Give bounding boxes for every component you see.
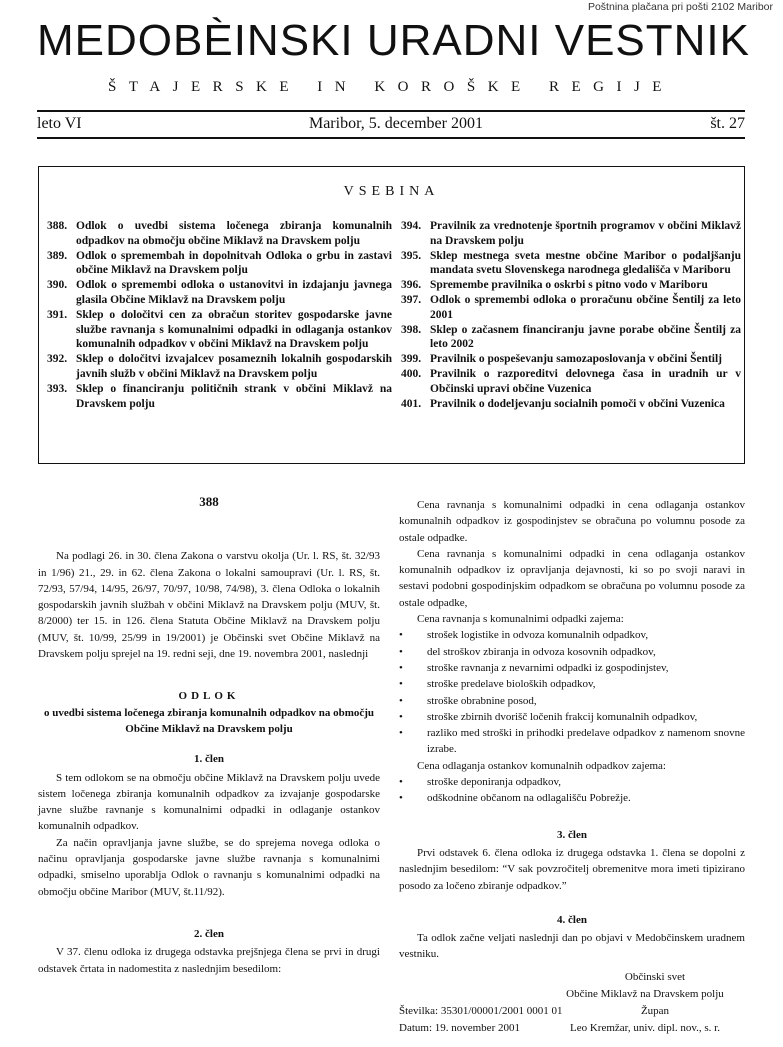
issue-number: št. 27	[710, 115, 745, 132]
bottom-rule	[37, 137, 745, 139]
toc-item-number: 396.	[401, 279, 422, 292]
toc-item-number: 399.	[401, 353, 422, 366]
toc-item[interactable]	[401, 219, 741, 249]
toc-item[interactable]	[401, 367, 741, 397]
toc-item-text: Sklep o določitvi izvajalcev posameznih lokalnih gospodarskih javnih služb v občini Miklavž na Dravskem polju	[76, 353, 392, 380]
top-rule	[37, 110, 745, 112]
toc-item[interactable]	[401, 352, 741, 367]
list-item: • stroške obrabnine posod,	[399, 693, 745, 709]
paragraph: Cena ravnanja s komunalnimi odpadki in cena odlaganja ostankov komunalnih odpadkov iz opravljanja dejavnosti, ki so po svoji naravi in sestavi podobni gospodinjskim odpadkom se obračuna po volumnu posode za ostale odpadke,	[399, 547, 745, 609]
issue-year: leto VI	[37, 115, 82, 132]
signature-name: Leo Kremžar, univ. dipl. nov., s. r.	[570, 1021, 720, 1034]
toc-item-text: Odlok o uvedbi sistema ločenega zbiranja komunalnih odpadkov na območju občine Miklavž na Dravskem polju	[76, 220, 392, 247]
cost-list	[399, 627, 745, 757]
toc-item-text: Sklep mestnega sveta mestne občine Maribor o podaljšanju mandata svetu Slovenskega narodnega gledališča v Mariboru	[430, 249, 741, 277]
clen-2-paragraph: V 37. členu odloka iz drugega odstavka prejšnjega člena se prvi in drugi odstavek črtata in nadomestita z naslednjim besedilom:	[38, 946, 380, 975]
table-of-contents	[38, 166, 745, 464]
toc-item[interactable]	[47, 308, 392, 352]
article-number: 388	[199, 494, 219, 509]
paragraph: Cena ravnanja s komunalnimi odpadki zajema:	[417, 613, 624, 626]
toc-item-text: Odlok o spremembah in dopolnitvah Odloka o grbu in zastavi občine Miklavž na Dravskem polju	[76, 249, 392, 277]
list-item: • strošek logistike in odvoza komunalnih odpadkov,	[399, 627, 745, 643]
toc-item[interactable]	[401, 293, 741, 323]
toc-item[interactable]	[47, 249, 392, 279]
odlok-subtitle: o uvedbi sistema ločenega zbiranja komunalnih odpadkov na območju Občine Miklavž na Dravskem polju	[43, 706, 375, 735]
paragraph: Cena odlaganja ostankov komunalnih odpadkov zajema:	[417, 759, 666, 772]
toc-item-text: Sklep o financiranju političnih strank v občini Miklavž na Dravskem polju	[76, 382, 392, 410]
toc-item-number: 400.	[401, 367, 422, 380]
clen-3-paragraph: Prvi odstavek 6. člena odloka iz drugega odstavka 1. člena se dopolni z naslednjim besedilom: “V sak povzročitelj obremenitve mora imeti tipizirano posodo za ločeno zbiranje odpadkov.”	[399, 846, 745, 892]
toc-title: VSEBINA	[343, 184, 440, 199]
toc-item-number: 391.	[47, 308, 68, 321]
signature-role: Župan	[640, 1004, 670, 1017]
toc-right-column	[401, 219, 741, 411]
clen-1-paragraph: S tem odlokom se na območju občine Miklavž na Dravskem polju uvede sistem ločenega zbiranja komunalnih odpadkov za izvajanje gospodarske javne službe ravnanje s komunalnimi odpadki in odlaganje ostankov komunalnih odpadkov.	[38, 771, 380, 833]
toc-item[interactable]	[47, 278, 392, 308]
postage-note: Poštnina plačana pri pošti 2102 Maribor	[587, 1, 773, 13]
toc-item[interactable]	[401, 249, 741, 279]
clen-3-title: 3. člen	[557, 828, 587, 841]
toc-item-number: 393.	[47, 382, 68, 395]
paragraph: Cena ravnanja s komunalnimi odpadki in cena odlaganja ostankov komunalnih odpadkov iz gospodinjstev se obračuna po volumnu posode za ostale odpadke.	[399, 499, 745, 544]
article-left-column	[38, 494, 380, 977]
toc-item-text: Pravilnik za vrednotenje športnih programov v občini Miklavž na Dravskem polju	[430, 220, 741, 247]
odlok-title: ODLOK	[178, 690, 240, 703]
signature-block	[399, 969, 745, 1039]
signature-body: Občinski svet	[624, 970, 686, 983]
toc-item[interactable]	[401, 323, 741, 353]
toc-item-text: Sklep o začasnem financiranju javne porabe občine Šentilj za leto 2002	[430, 323, 741, 351]
list-item: • del stroškov zbiranja in odvoza kosovnih odpadkov,	[399, 644, 745, 660]
list-item: • stroške predelave bioloških odpadkov,	[399, 676, 745, 692]
toc-item-number: 395.	[401, 249, 422, 262]
toc-item-text: Pravilnik o razporeditvi delovnega časa in uradnih ur v Občinski upravi občine Vuzenica	[430, 367, 741, 395]
toc-item-number: 397.	[401, 293, 422, 306]
list-item: • stroške zbirnih dvorišč ločenih frakcij komunalnih odpadkov,	[399, 709, 745, 725]
toc-item-text: Spremembe pravilnika o oskrbi s pitno vodo v Mariboru	[430, 279, 708, 292]
clen-1-paragraph: Za način opravljanja javne službe, se do sprejema novega odloka o načinu opravljanja gospodarske javne službe ravnanja s komunalnimi odpadki, smiselno uporablja Odlok o ravnanju s komunalnimi odpadki na območju občine Maribor (MUV, št.11/92).	[38, 836, 380, 898]
issue-info	[37, 115, 745, 135]
toc-item-number: 401.	[401, 397, 422, 410]
masthead-title: MEDOBÈINSKI URADNI VESTNIK	[37, 16, 751, 65]
clen-1-title: 1. člen	[194, 753, 224, 766]
clen-4-title: 4. člen	[557, 913, 587, 926]
document-date: Datum: 19. november 2001	[399, 1021, 520, 1034]
toc-item[interactable]	[47, 352, 392, 382]
preamble: Na podlagi 26. in 30. člena Zakona o varstvu okolja (Ur. l. RS, št. 32/93 in 1/96) 21., 29. in 62. člena Zakona o lokalni samoupravi (Ur. l. RS, št. 72/93, 57/94, 14/95, 26/97, 70/97, 10/98, 74/98), 3. člena Odloka o lokalnih gospodarskih javnih službah v občini Miklavž na Dravskem polju (MUV, št. 8/2000) ter 15. in 126. člena Statuta Občine Miklavž na Dravskem polju (MUV, št. 10/99, 25/99 in 19/2001) je Občinski svet Občine Miklavž na Dravskem polju sprejel na 19. redni seji, dne 19. novembra 2001, naslednji	[38, 550, 380, 661]
clen-2-title: 2. člen	[194, 927, 224, 940]
toc-item-text: Odlok o spremembi odloka o proračunu občine Šentilj za leto 2001	[430, 293, 741, 321]
toc-item-text: Odlok o spremembi odloka o ustanovitvi in izdajanju javnega glasila Občine Miklavž na Dravskem polju	[76, 279, 392, 306]
clen-4-paragraph: Ta odlok začne veljati naslednji dan po objavi v Medobčinskem uradnem vestniku.	[399, 932, 745, 961]
toc-item-text: Sklep o določitvi cen za obračun storitev gospodarske javne službe ravnanja s komunalnimi odpadki in odlaganja ostankov komunalnih odpadkov v občini Miklavž na Dravskem polju	[76, 308, 392, 351]
toc-item[interactable]	[401, 397, 741, 412]
toc-item[interactable]	[47, 382, 392, 412]
masthead-subtitle: ŠTAJERSKE IN KOROŠKE REGIJE	[108, 79, 674, 95]
toc-item-number: 398.	[401, 323, 422, 336]
toc-left-column	[47, 219, 392, 411]
toc-item-number: 392.	[47, 353, 68, 366]
list-item: • razliko med stroški in prihodki predelave odpadkov z namenom snovne izrabe.	[399, 725, 745, 758]
toc-item[interactable]	[401, 278, 741, 293]
toc-item-number: 389.	[47, 249, 68, 262]
document-number: Številka: 35301/00001/2001 0001 01	[399, 1004, 563, 1017]
article-right-column	[399, 497, 745, 1039]
toc-item-number: 394.	[401, 220, 422, 232]
toc-item-number: 388.	[47, 220, 68, 232]
toc-item-text: Pravilnik o dodeljevanju socialnih pomoči v občini Vuzenica	[430, 397, 725, 410]
toc-item-text: Pravilnik o pospeševanju samozaposlovanja v občini Šentilj	[430, 353, 723, 366]
toc-item-number: 390.	[47, 279, 68, 292]
list-item: • odškodnine občanom na odlagališču Pobrežje.	[399, 790, 745, 806]
issue-place-date: Maribor, 5. december 2001	[308, 115, 483, 132]
signature-organization: Občine Miklavž na Dravskem polju	[566, 987, 724, 1000]
disposal-list	[399, 774, 745, 807]
list-item: • stroške deponiranja odpadkov,	[399, 774, 745, 790]
list-item: • stroške ravnanja z nevarnimi odpadki iz gospodinjstev,	[399, 660, 745, 676]
toc-item[interactable]	[47, 219, 392, 249]
